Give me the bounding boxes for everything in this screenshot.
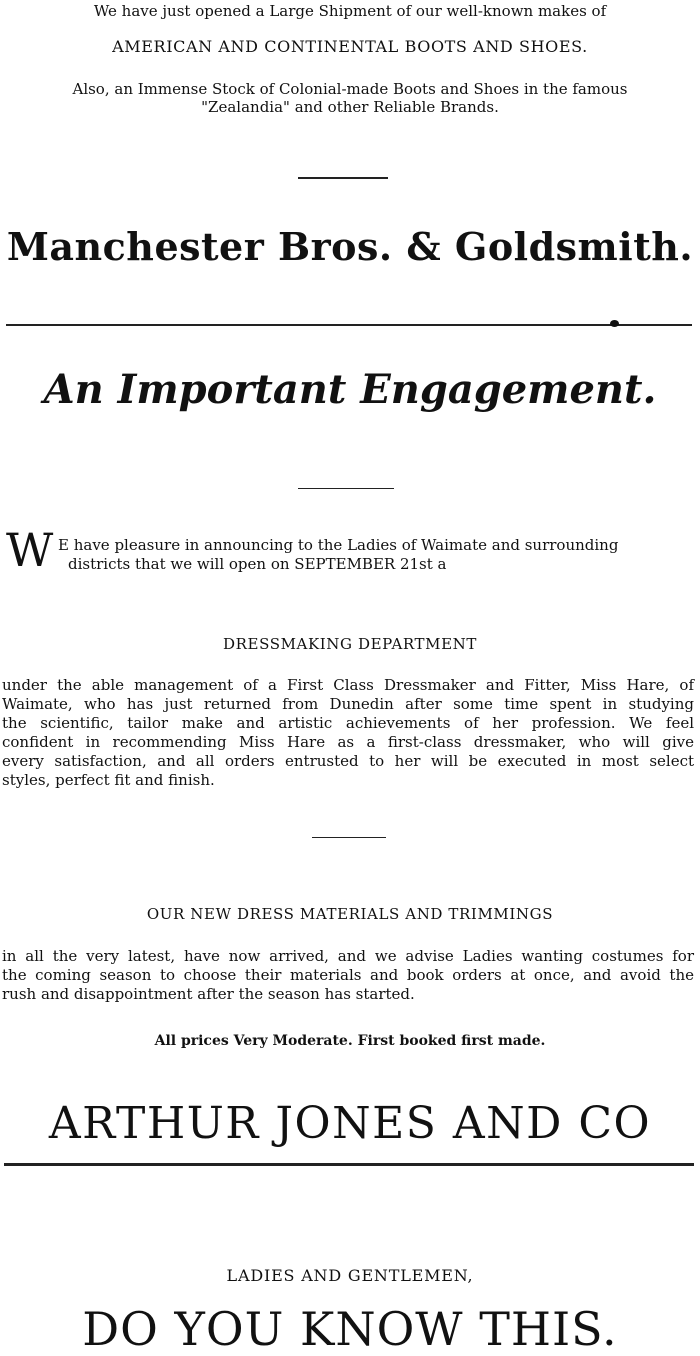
top-notice-line-4: "Zealandia" and other Reliable Brands.	[201, 98, 499, 116]
paragraph-line: rush and disappointment after the season has started.	[2, 985, 415, 1003]
dressmaking-paragraph	[2, 676, 694, 790]
paragraph-line: the scientific, tailor make and artistic achievements of her profession. We feel	[2, 714, 694, 732]
divider-rule-long	[6, 324, 692, 326]
greeting-line: LADIES AND GENTLEMEN,	[226, 1266, 474, 1285]
announcement-line-2: districts that we will open on SEPTEMBER 21st a	[68, 555, 447, 573]
divider-rule	[298, 177, 388, 179]
paragraph-line: confident in recommending Miss Hare as a first-class dressmaker, who will give	[2, 733, 694, 751]
paragraph-line: styles, perfect fit and finish.	[2, 771, 215, 789]
shop-name-heading: Manchester Bros. & Goldsmith.	[6, 224, 694, 269]
announcement-block	[6, 523, 696, 582]
divider-rule	[312, 837, 386, 838]
divider-rule-long	[4, 1163, 694, 1166]
top-notice-line-3: Also, an Immense Stock of Colonial-made Boots and Shoes in the famous	[72, 80, 628, 98]
prices-line: All prices Very Moderate. First booked first made.	[154, 1033, 546, 1049]
paragraph-line: in all the very latest, have now arrived, and we advise Ladies wanting costumes for	[2, 947, 694, 965]
headline: An Important Engagement.	[43, 366, 657, 413]
company-name: ARTHUR JONES AND CO	[48, 1098, 652, 1149]
announcement-line-1: E have pleasure in announcing to the Ladies of Waimate and surrounding	[58, 536, 619, 554]
materials-heading: OUR NEW DRESS MATERIALS AND TRIMMINGS	[146, 905, 554, 923]
drop-cap-letter: W	[6, 523, 54, 577]
paragraph-line: every satisfaction, and all orders entrusted to her will be executed in most select	[2, 752, 694, 770]
materials-paragraph	[2, 947, 694, 1004]
paragraph-line: Waimate, who has just returned from Dunedin after some time spent in studying	[2, 695, 694, 713]
top-notice-line-2: AMERICAN AND CONTINENTAL BOOTS AND SHOES.	[112, 37, 588, 56]
top-notice-line-1: We have just opened a Large Shipment of our well-known makes of	[93, 2, 607, 20]
department-heading: DRESSMAKING DEPARTMENT	[223, 635, 477, 653]
paragraph-line: under the able management of a First Class Dressmaker and Fitter, Miss Hare, of	[2, 676, 694, 694]
divider-rule	[298, 488, 394, 489]
closing-headline: DO YOU KNOW THIS.	[82, 1302, 618, 1356]
rule-ornament	[610, 320, 619, 327]
paragraph-line: the coming season to choose their materials and book orders at once, and avoid the	[2, 966, 694, 984]
